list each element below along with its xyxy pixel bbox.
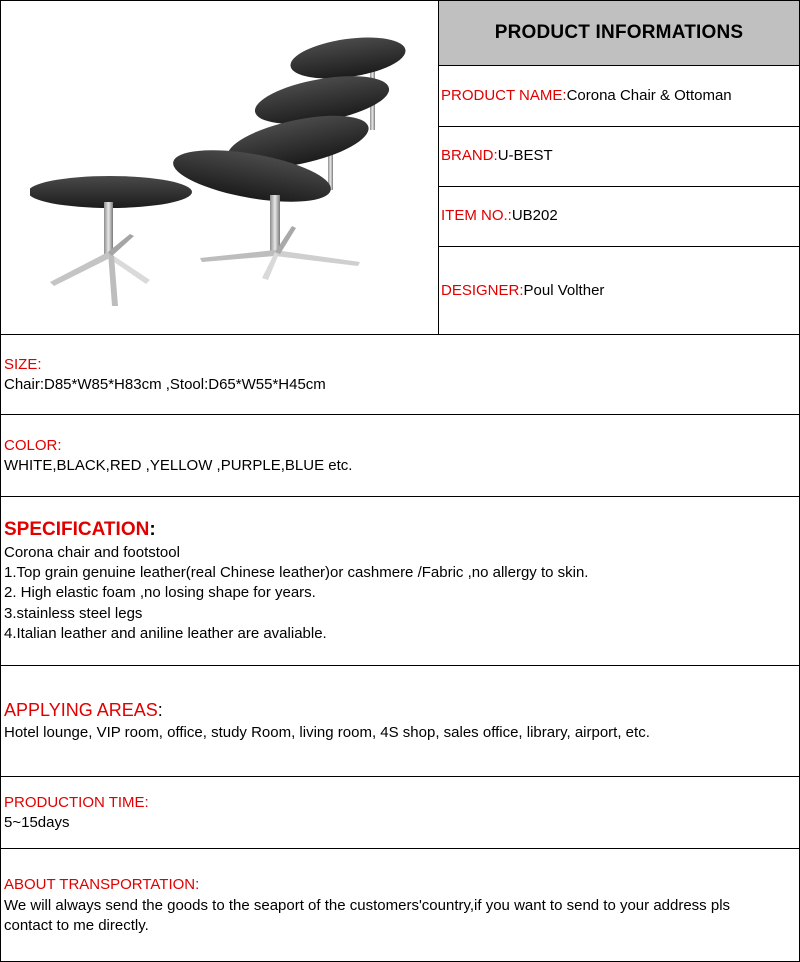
production-time-label: PRODUCTION TIME: (4, 794, 149, 811)
specification-title (4, 519, 156, 541)
applying-areas-label: APPLYING AREAS (4, 700, 158, 720)
product-name-value: Corona Chair & Ottoman (566, 87, 732, 104)
header-title: PRODUCT INFORMATIONS (494, 22, 744, 43)
color-label: COLOR: (4, 437, 62, 454)
product-photo (30, 30, 420, 330)
specification-line: 3.stainless steel legs (4, 605, 143, 622)
divider (439, 246, 800, 247)
size-label: SIZE: (4, 356, 42, 373)
divider (0, 334, 800, 335)
product-info-header (439, 1, 799, 65)
item-no-value: UB202 (511, 207, 558, 224)
transportation-line: contact to me directly. (4, 917, 149, 934)
transportation-label: ABOUT TRANSPORTATION: (4, 876, 200, 893)
product-name-label: PRODUCT NAME: (441, 87, 567, 104)
specification-colon: : (149, 519, 156, 540)
brand-label: BRAND: (441, 147, 498, 164)
specification-line: Corona chair and footstool (4, 544, 180, 561)
designer-value: Poul Volther (523, 282, 605, 299)
divider (439, 186, 800, 187)
specification-line: 1.Top grain genuine leather(real Chinese leather)or cashmere /Fabric ,no allergy to skin. (4, 564, 589, 581)
specification-line: 2. High elastic foam ,no losing shape for years. (4, 584, 316, 601)
brand-row (441, 147, 553, 164)
product-name-row (441, 87, 732, 104)
divider (439, 65, 800, 66)
color-value: WHITE,BLACK,RED ,YELLOW ,PURPLE,BLUE etc. (4, 457, 353, 474)
transportation-line: We will always send the goods to the seaport of the customers'country,if you want to send to your address pls (4, 897, 731, 914)
designer-row (441, 282, 604, 299)
applying-areas-value: Hotel lounge, VIP room, office, study Room, living room, 4S shop, sales office, library, airport, etc. (4, 724, 650, 741)
divider (0, 414, 800, 415)
item-no-label: ITEM NO.: (441, 207, 512, 224)
specification-line: 4.Italian leather and aniline leather are avaliable. (4, 625, 327, 642)
divider (0, 496, 800, 497)
applying-areas-colon: : (157, 700, 163, 720)
divider (0, 776, 800, 777)
brand-value: U-BEST (497, 147, 553, 164)
divider (0, 665, 800, 666)
item-no-row (441, 207, 558, 224)
specification-label: SPECIFICATION (4, 519, 150, 540)
production-time-value: 5~15days (4, 814, 70, 831)
divider (439, 126, 800, 127)
designer-label: DESIGNER: (441, 282, 524, 299)
applying-areas-title (4, 700, 163, 721)
divider (0, 848, 800, 849)
size-value: Chair:D85*W85*H83cm ,Stool:D65*W55*H45cm (4, 376, 326, 393)
